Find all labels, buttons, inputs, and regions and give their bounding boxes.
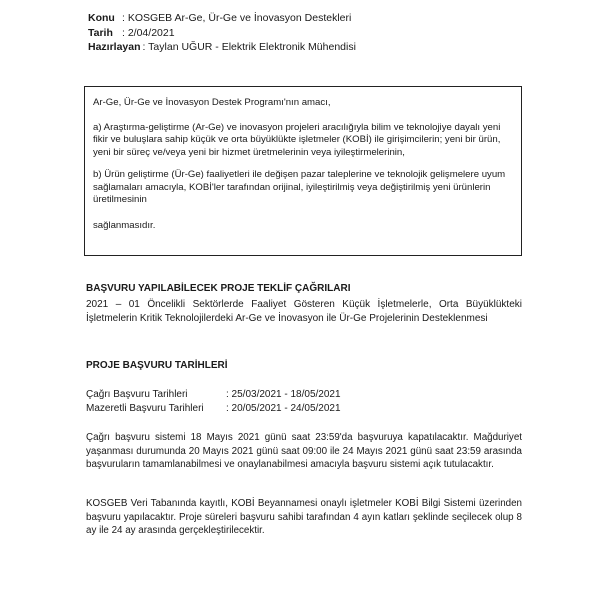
calls-text: 2021 – 01 Öncelikli Sektörlerde Faaliyet Gösteren Küçük İşletmelerle, Orta Büyüklükteki İşletmelerin Kritik Teknolojilerdeki Ar-Ge ve İnovasyon ile Ür-Ge Projelerinin Desteklenmesi xyxy=(86,299,522,324)
purpose-intro: Ar-Ge, Ür-Ge ve İnovasyon Destek Programı'nın amacı, xyxy=(93,97,331,108)
date-row xyxy=(88,26,356,41)
date-label: Tarih xyxy=(88,26,113,39)
dates-heading: PROJE BAŞVURU TARİHLERİ xyxy=(86,360,228,371)
program-purpose-box xyxy=(84,86,522,256)
author-row xyxy=(88,40,356,55)
author-label: Hazırlayan xyxy=(88,41,141,53)
date-range-label: Mazeretli Başvuru Tarihleri xyxy=(86,402,204,414)
purpose-closing: sağlanmasıdır. xyxy=(93,219,156,231)
subject-row xyxy=(88,11,356,26)
purpose-item-a: a) Araştırma-geliştirme (Ar-Ge) ve inovasyon projeleri aracılığıyla bilim ve teknolojiye dayalı yeni fikir ve buluşlara sahip küçük ve orta büyüklükte işletmeler (KOBİ) ile girişimcilerin; yeni bir ürün, yeni bir süreç ve/veya yeni bir hizmet üretmelerinin veya iyileştirmelerinin, xyxy=(93,121,501,158)
dates-list xyxy=(86,388,341,415)
date-range-row xyxy=(86,402,341,416)
date-range-value: : 25/03/2021 - 18/05/2021 xyxy=(226,389,341,400)
date-value: : 2/04/2021 xyxy=(122,26,175,39)
date-range-row xyxy=(86,388,341,402)
purpose-item-b: b) Ürün geliştirme (Ür-Ge) faaliyetleri ile değişen pazar taleplerine ve teknolojik gelişmelere uyum sağlamaları amacıyla, KOBİ'ler tarafından orijinal, iyileştirilmiş veya değiştirilmiş yeni ürünlerin üretilmesinin xyxy=(93,169,506,205)
subject-value: : KOSGEB Ar-Ge, Ür-Ge ve İnovasyon Destekleri xyxy=(122,12,352,24)
deadline-paragraph: Çağrı başvuru sistemi 18 Mayıs 2021 günü saat 23:59'da başvuruya kapatılacaktır. Mağduriyet yaşanması durumunda 20 Mayıs 2021 günü saat 09:00 ile 24 Mayıs 2021 günü saat 23:59 arasında başvuruların tamamlanabilmesi ve onaylanabilmesi amacıyla başvuru sistemi açık tutulacaktır. xyxy=(86,432,522,470)
subject-label: Konu xyxy=(88,12,115,24)
calls-heading: BAŞVURU YAPILABİLECEK PROJE TEKLİF ÇAĞRILARI xyxy=(86,283,351,294)
author-value: : Taylan UĞUR - Elektrik Elektronik Mühendisi xyxy=(142,41,356,53)
document-header xyxy=(88,11,356,55)
date-range-label: Çağrı Başvuru Tarihleri xyxy=(86,389,188,400)
application-paragraph: KOSGEB Veri Tabanında kayıtlı, KOBİ Beyannamesi onaylı işletmeler KOBİ Bilgi Sistemi üzerinden başvuru yapılacaktır. Proje süreleri başvuru sahibi tarafından 4 ayın katları şeklinde seçilecek olup 8 ay ile 24 ay arasında gerçekleştirilecektir. xyxy=(86,498,522,536)
date-range-value: : 20/05/2021 - 24/05/2021 xyxy=(226,402,341,414)
